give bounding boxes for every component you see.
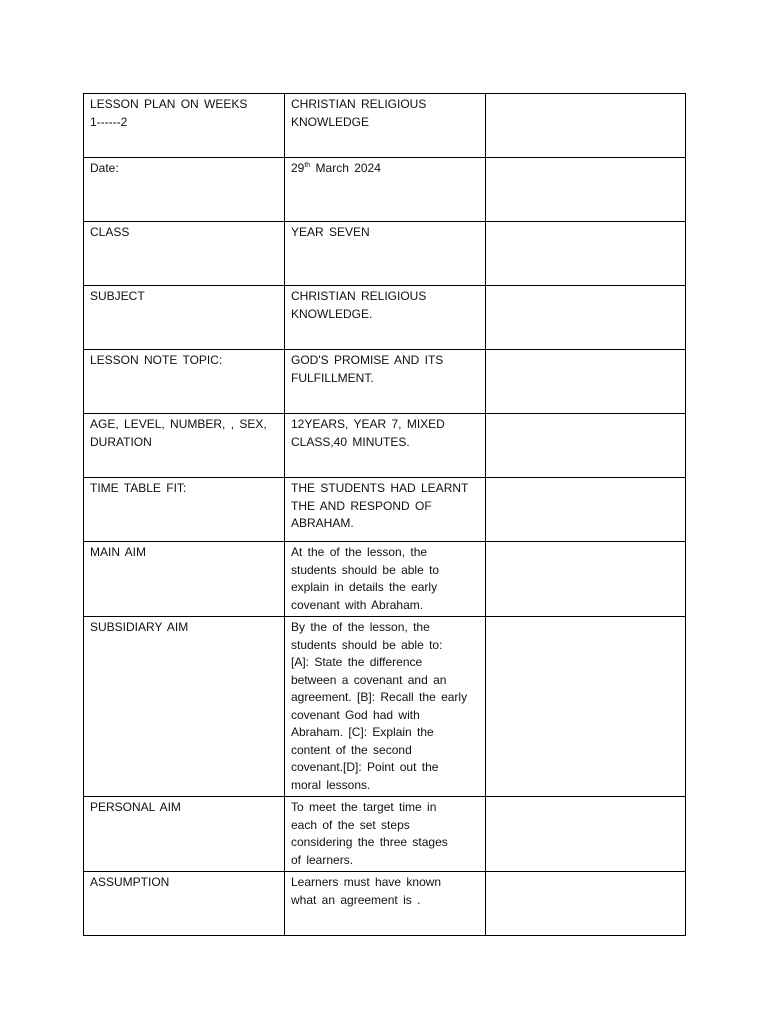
row-extra-cell [486, 350, 686, 414]
row-value-cell [285, 222, 486, 286]
row-value-cell [285, 797, 486, 872]
lesson-plan-table [83, 93, 686, 936]
row-label: ASSUMPTION [90, 875, 170, 889]
table-row [84, 414, 686, 478]
row-value: THE STUDENTS HAD LEARNT THE AND RESPOND OF ABRAHAM. [291, 481, 469, 530]
date-ordinal: th [304, 162, 311, 169]
row-extra-cell [486, 414, 686, 478]
row-value: GOD'S PROMISE AND ITS FULFILLMENT. [291, 353, 444, 385]
date-month-year: March 2024 [310, 161, 381, 175]
row-label-cell [84, 350, 285, 414]
table-row [84, 542, 686, 617]
row-value: To meet the target time in each of the set steps considering the three stages of learners. [291, 800, 448, 867]
row-label: SUBJECT [90, 289, 145, 303]
row-extra-cell [486, 542, 686, 617]
table-row [84, 158, 686, 222]
row-label-cell [84, 94, 285, 158]
row-value-cell [285, 478, 486, 542]
row-label: CLASS [90, 225, 130, 239]
row-value: CHRISTIAN RELIGIOUS KNOWLEDGE [291, 97, 427, 129]
date-day: 29 [291, 161, 305, 175]
date-value [291, 160, 479, 178]
row-label: AGE, LEVEL, NUMBER, , SEX, DURATION [90, 417, 267, 449]
row-value-cell [285, 350, 486, 414]
row-value: By the of the lesson, the students should be able to: [A]: State the difference between a covenant and an agreement. [B]: Recall the early covenant God had with Abraham. [C]: Explain the content of the second covenant.[D]: Point out the moral lessons. [291, 620, 468, 792]
row-value: Learners must have known what an agreement is . [291, 875, 442, 907]
table-row [84, 872, 686, 936]
table-row [84, 286, 686, 350]
row-label-cell [84, 542, 285, 617]
row-label-cell [84, 414, 285, 478]
row-extra-cell [486, 617, 686, 797]
table-row [84, 478, 686, 542]
table-row [84, 350, 686, 414]
row-label-cell [84, 286, 285, 350]
row-label-cell [84, 872, 285, 936]
row-value-cell [285, 872, 486, 936]
row-label-cell [84, 617, 285, 797]
table-row [84, 797, 686, 872]
table-row [84, 617, 686, 797]
table-row [84, 222, 686, 286]
row-label: TIME TABLE FIT: [90, 481, 187, 495]
row-label: SUBSIDIARY AIM [90, 620, 189, 634]
row-extra-cell [486, 872, 686, 936]
row-extra-cell [486, 94, 686, 158]
table-row [84, 94, 686, 158]
row-extra-cell [486, 158, 686, 222]
row-value-cell [285, 286, 486, 350]
row-label-cell [84, 158, 285, 222]
row-value: YEAR SEVEN [291, 225, 370, 239]
row-label: PERSONAL AIM [90, 800, 181, 814]
row-label: LESSON NOTE TOPIC: [90, 353, 223, 367]
row-label-cell [84, 797, 285, 872]
row-extra-cell [486, 286, 686, 350]
row-value-cell [285, 542, 486, 617]
row-label: MAIN AIM [90, 545, 147, 559]
row-label-cell [84, 478, 285, 542]
row-extra-cell [486, 222, 686, 286]
row-value-cell [285, 94, 486, 158]
row-value: CHRISTIAN RELIGIOUS KNOWLEDGE. [291, 289, 427, 321]
row-label: Date: [90, 161, 119, 175]
row-extra-cell [486, 478, 686, 542]
row-value: At the of the lesson, the students should be able to explain in details the early covenant with Abraham. [291, 545, 440, 612]
row-value-cell [285, 414, 486, 478]
row-label-cell [84, 222, 285, 286]
row-value-cell [285, 158, 486, 222]
row-value: 12YEARS, YEAR 7, MIXED CLASS,40 MINUTES. [291, 417, 445, 449]
row-extra-cell [486, 797, 686, 872]
row-value-cell [285, 617, 486, 797]
row-label: LESSON PLAN ON WEEKS 1------2 [90, 97, 248, 129]
